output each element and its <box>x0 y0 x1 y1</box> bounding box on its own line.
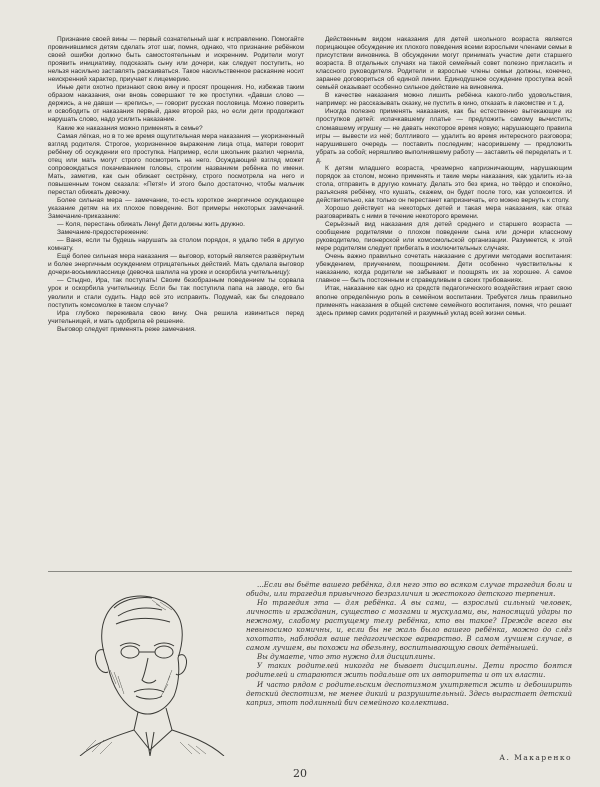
left-column <box>48 36 304 334</box>
paragraph: Хорошо действует на некоторых детей и такая мера наказания, как отказ разговаривать с ними в течение некоторого времени. <box>316 204 572 221</box>
paragraph: В качестве наказания можно лишить ребёнка какого-либо удовольствия, например: не рассказывать сказку, не пустить в кино, отказать в лакомстве и т. д. <box>316 92 572 108</box>
paragraph: К детям младшего возраста, чрезмерно капризничающим, нарушающим порядок за столом, можно применять и такие меры наказания, как удалить из-за стола, отправить в другую комнату. Делать это без крика, но твёрдо и спокойно, разъясняя ребёнку, что кушать, скажем, он будет после того, как успокоится. И действительно, как только он перестанет капризничать, его можно вернуть к столу. <box>316 164 572 204</box>
quote-paragraph: У таких родителей никогда не бывает дисциплины. Дети просто боятся родителей и стараются жить подальше от их авторитета и от их власти. <box>246 661 572 680</box>
section-divider <box>48 571 572 572</box>
quote-author: А. Макаренко <box>499 753 572 762</box>
paragraph: Выговор следует применять реже замечания. <box>57 325 196 333</box>
quote-paragraph: И часто рядом с родительским деспотизмом ухитряется жить и дебоширить детский деспотизм, не менее дикий и разрушительный. Здесь вырастает детский каприз, этот подлинный бич семейного коллектива. <box>246 679 572 707</box>
paragraph: Замечание-предостережение: <box>57 229 149 237</box>
page-number: 20 <box>293 767 307 780</box>
paragraph: Более сильная мера — замечание, то-есть короткое энергичное осуждающее указание детям на их плохое поведение. Вот примеры некоторых замечаний. Замечание-приказание: <box>48 196 304 221</box>
paragraph: Какие же наказания можно применять в семье? <box>57 124 203 132</box>
quote-paragraph: ...Если вы бьёте вашего ребёнка, для него это во всяком случае трагедия боли и обиды, или трагедия привычного безразличия и жестокого детского терпения. <box>246 580 572 599</box>
makarenko-quote <box>246 580 572 707</box>
paragraph: Серьёзный вид наказания для детей среднего и старшего возраста — сообщение родителями о плохом поведении сына или дочери классному руководителю, пионерской или комсомольской организации. Разумеется, к этой мере родителям следует прибегать в исключительных случаях. <box>316 221 572 253</box>
right-column <box>316 36 572 318</box>
paragraph: Признание своей вины — первый сознательный шаг к исправлению. Помогайте провинившимся детям сделать этот шаг, помня, однако, что признание ребёнком своей ошибки должно быть самостоятельным и искренним. Родители могут проявить инициативу, подсказать сыну или дочери, как следует поступить, но нельзя насильно заставлять раскаиваться. Такое насильственное раскаяние носит неискренний характер, приучает к лицемерию. <box>48 36 304 84</box>
paragraph: Итак, наказание как одно из средств педагогического воздействия играет свою вполне определённую роль в семейном воспитании. Требуется лишь правильно применять наказания в общей системе семейного воспитания, помня, что решает здесь пример самих родителей и разумный уклад всей жизни семьи. <box>316 285 572 317</box>
paragraph: — Стыдно, Ира, так поступать! Своим безобразным поведением ты сорвала урок и оскорбила учительницу. Если бы так поступила папа на заводе, его бы уволили и стали судить. Надо всё это исправить. Подумай, как бы следовало поступить комсомолке в таком случае? <box>48 277 304 309</box>
paragraph: Ещё более сильная мера наказания — выговор, который является развёрнутым и более энергичным осуждением отрицательных действий. Мать сделала выговор дочери-восьмикласснице (девочка шалила на уроке и оскорбила учительницу): <box>48 253 304 277</box>
paragraph: — Коля, перестань обижать Лену! Дети должны жить дружно. <box>57 221 245 229</box>
paragraph: Ира глубоко переживала свою вину. Она решила извиниться перед учительницей, и мать одобрила её решение. <box>48 309 304 325</box>
paragraph: Очень важно правильно сочетать наказание с другими методами воспитания: убеждением, приучением, поощрением. Дети особенно чувствительны к наказанию, когда родители не забывают и поощрять их за хорошее. А самое главное — быть постоянным и справедливым в своих требованиях. <box>316 253 572 285</box>
paragraph: Самая лёгкая, но в то же время ощутительная мера наказания — укоризненный взгляд родителя. Строгое, укоризненное выражение лица отца, матери говорит ребёнку об осуждении его проступка. Например, если школьник разлил чернила, отец или мать могут строго посмотреть на него. Осуждающий взгляд может сопровождаться покачиванием головы, строгим названием ребёнка по имени. Мать, заметив, как сын обижает сестрёнку, строго посмотрела на него и повышенным тоном сказала: «Петя!» И этого было достаточно, чтобы мальчик перестал обижать девочку. <box>48 132 304 196</box>
portrait-engraving-icon <box>56 580 232 756</box>
quote-paragraph: Вы думаете, что это нужно для дисциплины. <box>257 652 436 662</box>
paragraph: Иногда полезно применять наказания, как бы естественно вытекающие из проступков детей: испачкавшему платье — предложить самому вычистить; сломавшему игрушку — не давать некоторое время новую; нарушающего правила игры — вывести из неё; болтливого — удалить во время интересного разговора; нарушившего очередь — поставить последним; насорившему — предложить убрать за собой; неряшливо выполнившему работу — заставить её переделать и т. д. <box>316 108 572 164</box>
paragraph: — Ваня, если ты будешь нарушать за столом порядок, я удалю тебя в другую комнату. <box>48 237 304 253</box>
paragraph: Иные дети охотно признают свою вину и просят прощения. Но, избежав таким образом наказания, они вновь совершают те же проступки. «Давши слово — держись, а не давши — крепись», — говорит русская пословица. Можно поверить и освободить от наказания первый, даже второй раз, но если дети продолжают нарушать слово, надо усилить наказание. <box>48 84 304 124</box>
paragraph: Действенным видом наказания для детей школьного возраста является порицающее обсуждение их плохого поведения всеми взрослыми членами семьи в присутствии виновника. В обсуждении могут принимать участие дети старшего возраста. В отдельных случаях на такой семейный совет полезно пригласить и классного руководителя. Родители и взрослые члены семьи должны, конечно, заранее договориться об единой линии. Единодушное осуждение проступка всей семьёй оказывает особенно сильное действие на виновника. <box>316 36 572 92</box>
quote-paragraph: Но трагедия эта — для ребёнка. А вы сами, — взрослый сильный человек, личность и гражданин, существо с мозгами и мускулами, вы, наносящий удары по нежному, слабому растущему телу ребёнка, кто вы такое? Прежде всего вы невыносимо комичны, и, если бы не жаль было вашего ребёнка, можно до слёз хохотать, наблюдая ваше педагогическое варварство. В самом лучшем случае, в самом лучшем, вы похожи на обезьяну, воспитывающую своих детёнышей. <box>246 598 572 653</box>
